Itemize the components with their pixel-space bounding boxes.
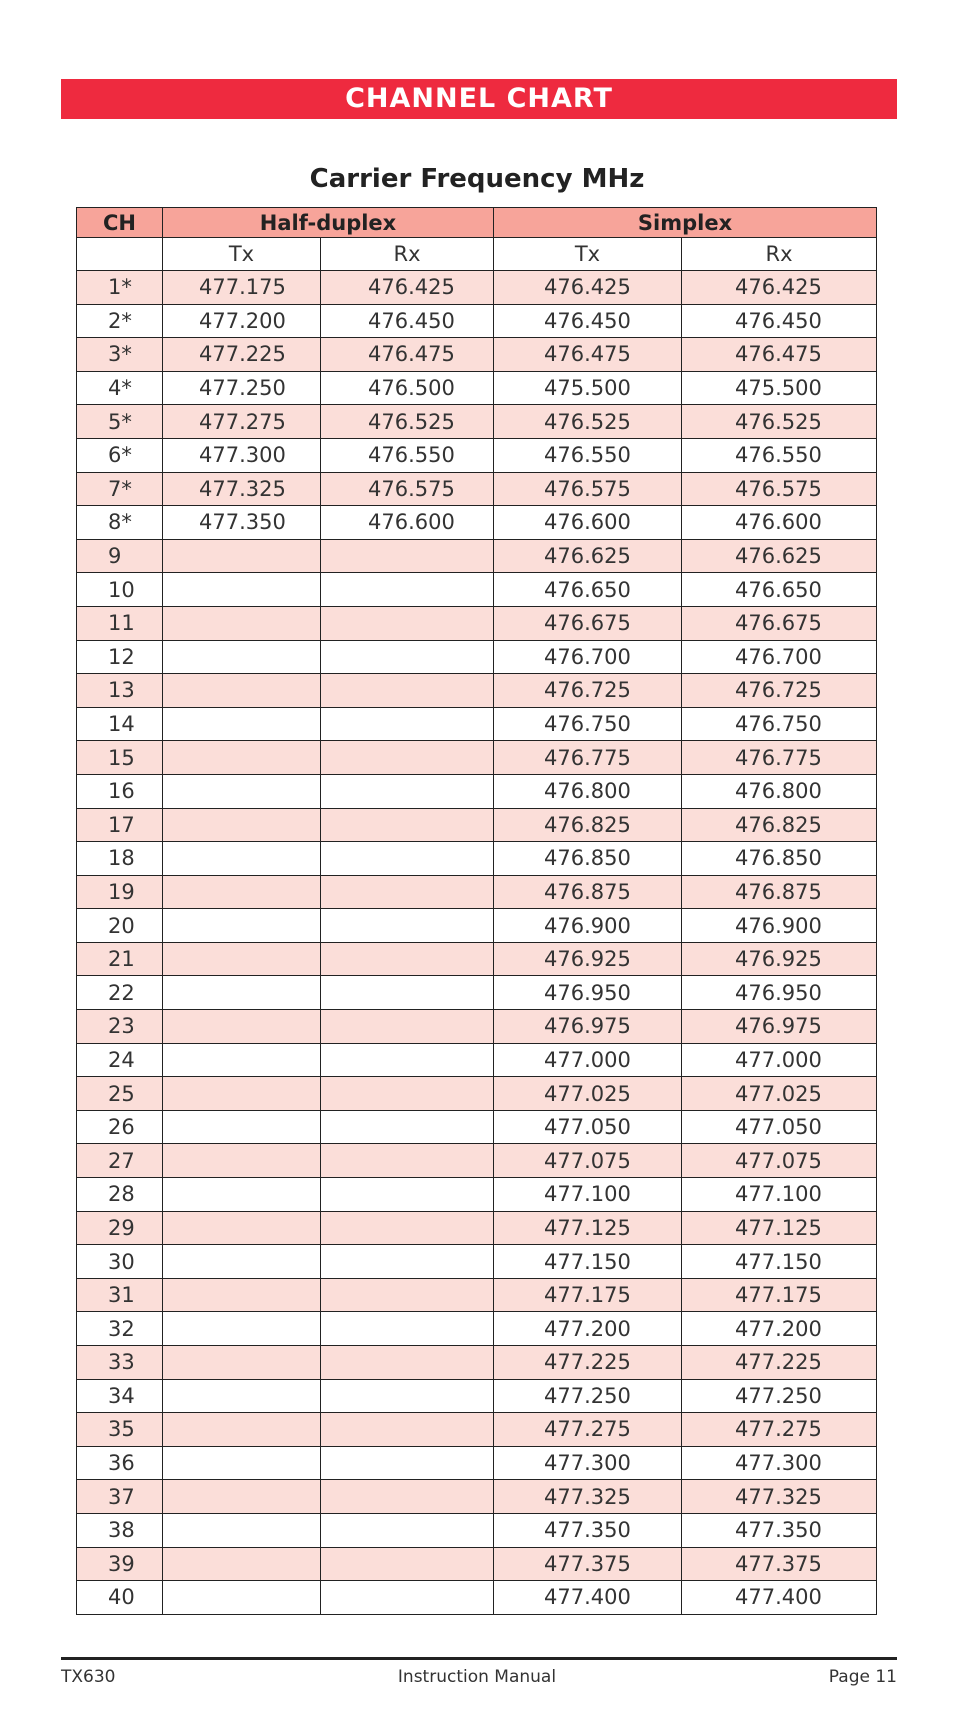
table-row xyxy=(77,1245,877,1279)
half-duplex-tx-cell xyxy=(163,1178,321,1212)
table-row xyxy=(77,472,877,506)
simplex-rx-cell: 477.275 xyxy=(682,1413,877,1447)
half-duplex-tx-cell xyxy=(163,1144,321,1178)
channel-number-cell: 30 xyxy=(77,1245,163,1279)
simplex-rx-cell: 476.625 xyxy=(682,539,877,573)
table-row xyxy=(77,1379,877,1413)
table-row xyxy=(77,976,877,1010)
channel-number-cell: 7* xyxy=(77,472,163,506)
table-row xyxy=(77,606,877,640)
simplex-rx-cell: 477.100 xyxy=(682,1178,877,1212)
channel-number-cell: 4* xyxy=(77,371,163,405)
table-row xyxy=(77,1547,877,1581)
channel-number-cell: 15 xyxy=(77,741,163,775)
channel-number-cell: 31 xyxy=(77,1278,163,1312)
simplex-rx-cell: 477.300 xyxy=(682,1446,877,1480)
simplex-rx-cell: 476.600 xyxy=(682,506,877,540)
half-duplex-rx-cell xyxy=(321,1043,494,1077)
half-duplex-rx-cell: 476.425 xyxy=(321,271,494,305)
simplex-tx-cell: 476.775 xyxy=(494,741,682,775)
half-duplex-tx-cell xyxy=(163,842,321,876)
sub-header-simplex-tx: Tx xyxy=(494,238,682,271)
channel-number-cell: 13 xyxy=(77,674,163,708)
simplex-rx-cell: 476.475 xyxy=(682,338,877,372)
simplex-rx-cell: 477.250 xyxy=(682,1379,877,1413)
channel-number-cell: 6* xyxy=(77,438,163,472)
simplex-rx-cell: 476.525 xyxy=(682,405,877,439)
table-row xyxy=(77,338,877,372)
table-row xyxy=(77,271,877,305)
simplex-rx-cell: 477.150 xyxy=(682,1245,877,1279)
simplex-rx-cell: 477.400 xyxy=(682,1581,877,1615)
half-duplex-rx-cell xyxy=(321,741,494,775)
simplex-rx-cell: 477.025 xyxy=(682,1077,877,1111)
simplex-tx-cell: 476.675 xyxy=(494,606,682,640)
simplex-tx-cell: 477.325 xyxy=(494,1480,682,1514)
channel-number-cell: 11 xyxy=(77,606,163,640)
channel-number-cell: 38 xyxy=(77,1513,163,1547)
table-row xyxy=(77,1110,877,1144)
simplex-tx-cell: 477.025 xyxy=(494,1077,682,1111)
simplex-rx-cell: 477.325 xyxy=(682,1480,877,1514)
half-duplex-tx-cell xyxy=(163,1245,321,1279)
half-duplex-rx-cell xyxy=(321,1077,494,1111)
simplex-tx-cell: 476.875 xyxy=(494,875,682,909)
simplex-tx-cell: 476.425 xyxy=(494,271,682,305)
half-duplex-rx-cell xyxy=(321,1547,494,1581)
channel-number-cell: 12 xyxy=(77,640,163,674)
table-row xyxy=(77,1513,877,1547)
simplex-rx-cell: 476.900 xyxy=(682,909,877,943)
half-duplex-rx-cell xyxy=(321,1278,494,1312)
half-duplex-tx-cell xyxy=(163,1110,321,1144)
simplex-tx-cell: 477.250 xyxy=(494,1379,682,1413)
half-duplex-tx-cell xyxy=(163,741,321,775)
half-duplex-tx-cell xyxy=(163,573,321,607)
half-duplex-rx-cell xyxy=(321,1245,494,1279)
half-duplex-tx-cell: 477.350 xyxy=(163,506,321,540)
table-row xyxy=(77,808,877,842)
simplex-rx-cell: 477.200 xyxy=(682,1312,877,1346)
channel-number-cell: 9 xyxy=(77,539,163,573)
simplex-rx-cell: 476.800 xyxy=(682,774,877,808)
half-duplex-rx-cell xyxy=(321,573,494,607)
simplex-tx-cell: 476.650 xyxy=(494,573,682,607)
half-duplex-tx-cell xyxy=(163,1581,321,1615)
table-row xyxy=(77,741,877,775)
channel-number-cell: 28 xyxy=(77,1178,163,1212)
simplex-tx-cell: 476.975 xyxy=(494,1010,682,1044)
half-duplex-rx-cell xyxy=(321,1144,494,1178)
half-duplex-rx-cell: 476.525 xyxy=(321,405,494,439)
half-duplex-tx-cell: 477.300 xyxy=(163,438,321,472)
half-duplex-tx-cell: 477.200 xyxy=(163,304,321,338)
simplex-rx-cell: 477.000 xyxy=(682,1043,877,1077)
channel-number-cell: 16 xyxy=(77,774,163,808)
table-row xyxy=(77,774,877,808)
table-row xyxy=(77,875,877,909)
footer-page-number: Page 11 xyxy=(828,1667,897,1687)
half-duplex-rx-cell xyxy=(321,875,494,909)
table-row xyxy=(77,371,877,405)
half-duplex-tx-cell: 477.325 xyxy=(163,472,321,506)
simplex-tx-cell: 476.750 xyxy=(494,707,682,741)
table-row xyxy=(77,1043,877,1077)
simplex-rx-cell: 477.125 xyxy=(682,1211,877,1245)
simplex-rx-cell: 476.700 xyxy=(682,640,877,674)
half-duplex-rx-cell xyxy=(321,909,494,943)
table-row xyxy=(77,1480,877,1514)
channel-number-cell: 22 xyxy=(77,976,163,1010)
simplex-tx-cell: 477.350 xyxy=(494,1513,682,1547)
half-duplex-rx-cell xyxy=(321,1513,494,1547)
half-duplex-tx-cell xyxy=(163,707,321,741)
simplex-tx-cell: 477.100 xyxy=(494,1178,682,1212)
half-duplex-rx-cell xyxy=(321,707,494,741)
table-row xyxy=(77,573,877,607)
table-row xyxy=(77,1581,877,1615)
half-duplex-tx-cell xyxy=(163,1077,321,1111)
channel-number-cell: 26 xyxy=(77,1110,163,1144)
simplex-tx-cell: 477.225 xyxy=(494,1346,682,1380)
half-duplex-header: Half-duplex xyxy=(163,208,494,238)
simplex-rx-cell: 477.375 xyxy=(682,1547,877,1581)
section-banner: CHANNEL CHART xyxy=(61,79,897,119)
ch-header: CH xyxy=(77,208,163,238)
half-duplex-rx-cell xyxy=(321,1312,494,1346)
simplex-tx-cell: 477.375 xyxy=(494,1547,682,1581)
channel-number-cell: 34 xyxy=(77,1379,163,1413)
half-duplex-tx-cell xyxy=(163,1010,321,1044)
simplex-rx-cell: 476.775 xyxy=(682,741,877,775)
half-duplex-rx-cell xyxy=(321,640,494,674)
half-duplex-rx-cell xyxy=(321,674,494,708)
half-duplex-tx-cell xyxy=(163,1513,321,1547)
simplex-rx-cell: 477.050 xyxy=(682,1110,877,1144)
table-row xyxy=(77,1346,877,1380)
half-duplex-rx-cell xyxy=(321,774,494,808)
table-row xyxy=(77,539,877,573)
simplex-tx-cell: 476.725 xyxy=(494,674,682,708)
channel-number-cell: 3* xyxy=(77,338,163,372)
channel-number-cell: 23 xyxy=(77,1010,163,1044)
simplex-rx-cell: 477.075 xyxy=(682,1144,877,1178)
half-duplex-tx-cell xyxy=(163,1278,321,1312)
channel-number-cell: 29 xyxy=(77,1211,163,1245)
half-duplex-tx-cell: 477.250 xyxy=(163,371,321,405)
simplex-rx-cell: 476.550 xyxy=(682,438,877,472)
simplex-tx-cell: 477.050 xyxy=(494,1110,682,1144)
simplex-rx-cell: 476.425 xyxy=(682,271,877,305)
simplex-rx-cell: 476.675 xyxy=(682,606,877,640)
half-duplex-rx-cell: 476.450 xyxy=(321,304,494,338)
simplex-tx-cell: 476.900 xyxy=(494,909,682,943)
simplex-tx-cell: 476.700 xyxy=(494,640,682,674)
sub-header-ch xyxy=(77,238,163,271)
half-duplex-tx-cell xyxy=(163,1413,321,1447)
simplex-tx-cell: 475.500 xyxy=(494,371,682,405)
group-header-row xyxy=(77,208,877,238)
half-duplex-rx-cell xyxy=(321,842,494,876)
simplex-rx-cell: 476.450 xyxy=(682,304,877,338)
half-duplex-rx-cell: 476.600 xyxy=(321,506,494,540)
simplex-rx-cell: 476.725 xyxy=(682,674,877,708)
channel-number-cell: 33 xyxy=(77,1346,163,1380)
half-duplex-tx-cell xyxy=(163,808,321,842)
simplex-tx-cell: 477.125 xyxy=(494,1211,682,1245)
simplex-rx-cell: 477.350 xyxy=(682,1513,877,1547)
simplex-rx-cell: 477.175 xyxy=(682,1278,877,1312)
half-duplex-rx-cell xyxy=(321,808,494,842)
table-row xyxy=(77,640,877,674)
channel-number-cell: 2* xyxy=(77,304,163,338)
half-duplex-tx-cell xyxy=(163,1379,321,1413)
half-duplex-tx-cell xyxy=(163,1043,321,1077)
half-duplex-rx-cell xyxy=(321,1346,494,1380)
channel-number-cell: 27 xyxy=(77,1144,163,1178)
channel-number-cell: 1* xyxy=(77,271,163,305)
half-duplex-rx-cell xyxy=(321,1178,494,1212)
channel-number-cell: 14 xyxy=(77,707,163,741)
half-duplex-tx-cell xyxy=(163,640,321,674)
half-duplex-rx-cell: 476.475 xyxy=(321,338,494,372)
table-row xyxy=(77,1144,877,1178)
half-duplex-tx-cell xyxy=(163,875,321,909)
table-row xyxy=(77,1077,877,1111)
table-title: Carrier Frequency MHz xyxy=(309,164,645,194)
footer-manual-title: Instruction Manual xyxy=(397,1667,557,1687)
simplex-tx-cell: 477.400 xyxy=(494,1581,682,1615)
half-duplex-rx-cell xyxy=(321,1413,494,1447)
table-row xyxy=(77,1211,877,1245)
half-duplex-tx-cell xyxy=(163,674,321,708)
table-row xyxy=(77,1312,877,1346)
simplex-rx-cell: 476.750 xyxy=(682,707,877,741)
half-duplex-tx-cell xyxy=(163,539,321,573)
half-duplex-rx-cell xyxy=(321,1010,494,1044)
channel-number-cell: 10 xyxy=(77,573,163,607)
table-row xyxy=(77,707,877,741)
simplex-rx-cell: 476.875 xyxy=(682,875,877,909)
channel-number-cell: 20 xyxy=(77,909,163,943)
sub-header-simplex-rx: Rx xyxy=(682,238,877,271)
simplex-tx-cell: 476.950 xyxy=(494,976,682,1010)
channel-number-cell: 8* xyxy=(77,506,163,540)
sub-header-row xyxy=(77,238,877,271)
simplex-tx-cell: 477.150 xyxy=(494,1245,682,1279)
simplex-tx-cell: 477.300 xyxy=(494,1446,682,1480)
channel-number-cell: 24 xyxy=(77,1043,163,1077)
channel-number-cell: 32 xyxy=(77,1312,163,1346)
table-body xyxy=(77,271,877,1615)
simplex-tx-cell: 476.850 xyxy=(494,842,682,876)
channel-number-cell: 39 xyxy=(77,1547,163,1581)
simplex-rx-cell: 476.925 xyxy=(682,942,877,976)
channel-number-cell: 25 xyxy=(77,1077,163,1111)
sub-header-half-rx: Rx xyxy=(321,238,494,271)
table-row xyxy=(77,1010,877,1044)
table-row xyxy=(77,942,877,976)
channel-number-cell: 35 xyxy=(77,1413,163,1447)
half-duplex-rx-cell: 476.575 xyxy=(321,472,494,506)
simplex-tx-cell: 476.525 xyxy=(494,405,682,439)
table-row xyxy=(77,1178,877,1212)
simplex-rx-cell: 476.850 xyxy=(682,842,877,876)
half-duplex-tx-cell xyxy=(163,1346,321,1380)
footer-divider xyxy=(61,1657,897,1660)
simplex-tx-cell: 477.000 xyxy=(494,1043,682,1077)
simplex-tx-cell: 477.075 xyxy=(494,1144,682,1178)
simplex-tx-cell: 476.825 xyxy=(494,808,682,842)
simplex-tx-cell: 476.625 xyxy=(494,539,682,573)
half-duplex-rx-cell xyxy=(321,1480,494,1514)
simplex-tx-cell: 476.925 xyxy=(494,942,682,976)
half-duplex-rx-cell xyxy=(321,1446,494,1480)
half-duplex-tx-cell xyxy=(163,942,321,976)
half-duplex-rx-cell xyxy=(321,539,494,573)
table-row xyxy=(77,506,877,540)
half-duplex-tx-cell xyxy=(163,606,321,640)
simplex-tx-cell: 476.800 xyxy=(494,774,682,808)
channel-number-cell: 5* xyxy=(77,405,163,439)
simplex-rx-cell: 476.975 xyxy=(682,1010,877,1044)
simplex-tx-cell: 476.550 xyxy=(494,438,682,472)
channel-number-cell: 21 xyxy=(77,942,163,976)
channel-number-cell: 36 xyxy=(77,1446,163,1480)
table-row xyxy=(77,674,877,708)
simplex-tx-cell: 477.175 xyxy=(494,1278,682,1312)
simplex-tx-cell: 477.200 xyxy=(494,1312,682,1346)
table-row xyxy=(77,438,877,472)
simplex-tx-cell: 476.450 xyxy=(494,304,682,338)
simplex-tx-cell: 476.575 xyxy=(494,472,682,506)
footer-model: TX630 xyxy=(61,1667,116,1687)
half-duplex-rx-cell xyxy=(321,1581,494,1615)
channel-number-cell: 40 xyxy=(77,1581,163,1615)
half-duplex-tx-cell: 477.275 xyxy=(163,405,321,439)
table-row xyxy=(77,1413,877,1447)
table-row xyxy=(77,304,877,338)
table-row xyxy=(77,405,877,439)
half-duplex-rx-cell xyxy=(321,1379,494,1413)
simplex-tx-cell: 477.275 xyxy=(494,1413,682,1447)
half-duplex-rx-cell xyxy=(321,1110,494,1144)
channel-table xyxy=(76,207,877,1615)
half-duplex-rx-cell: 476.500 xyxy=(321,371,494,405)
simplex-rx-cell: 476.575 xyxy=(682,472,877,506)
half-duplex-rx-cell xyxy=(321,606,494,640)
half-duplex-tx-cell xyxy=(163,774,321,808)
half-duplex-tx-cell xyxy=(163,1211,321,1245)
table-row xyxy=(77,1278,877,1312)
half-duplex-tx-cell xyxy=(163,1312,321,1346)
half-duplex-tx-cell xyxy=(163,909,321,943)
half-duplex-tx-cell xyxy=(163,1547,321,1581)
channel-number-cell: 17 xyxy=(77,808,163,842)
simplex-rx-cell: 477.225 xyxy=(682,1346,877,1380)
simplex-rx-cell: 476.825 xyxy=(682,808,877,842)
half-duplex-rx-cell xyxy=(321,942,494,976)
half-duplex-tx-cell: 477.225 xyxy=(163,338,321,372)
simplex-header: Simplex xyxy=(494,208,877,238)
table-row xyxy=(77,909,877,943)
half-duplex-tx-cell xyxy=(163,1480,321,1514)
simplex-tx-cell: 476.475 xyxy=(494,338,682,372)
simplex-tx-cell: 476.600 xyxy=(494,506,682,540)
half-duplex-tx-cell xyxy=(163,1446,321,1480)
half-duplex-rx-cell xyxy=(321,976,494,1010)
table-row xyxy=(77,842,877,876)
half-duplex-rx-cell: 476.550 xyxy=(321,438,494,472)
simplex-rx-cell: 476.650 xyxy=(682,573,877,607)
half-duplex-tx-cell xyxy=(163,976,321,1010)
simplex-rx-cell: 476.950 xyxy=(682,976,877,1010)
channel-number-cell: 18 xyxy=(77,842,163,876)
simplex-rx-cell: 475.500 xyxy=(682,371,877,405)
half-duplex-tx-cell: 477.175 xyxy=(163,271,321,305)
half-duplex-rx-cell xyxy=(321,1211,494,1245)
channel-number-cell: 19 xyxy=(77,875,163,909)
sub-header-half-tx: Tx xyxy=(163,238,321,271)
table-row xyxy=(77,1446,877,1480)
channel-number-cell: 37 xyxy=(77,1480,163,1514)
